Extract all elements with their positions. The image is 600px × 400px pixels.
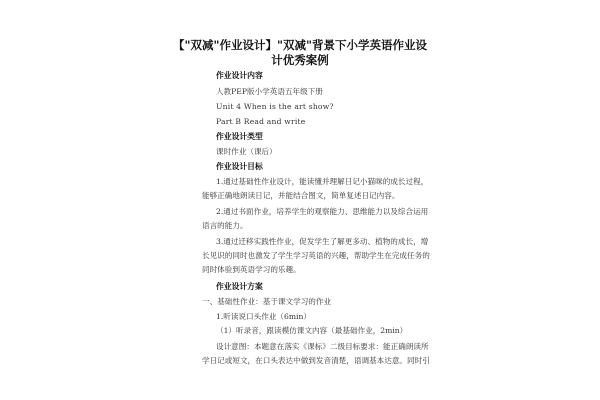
plan-line: 一、基础性作业：基于课文学习的作业: [202, 297, 332, 306]
document-title-line-2: 计优秀案例: [271, 53, 329, 67]
content-line: Part B Read and write: [216, 117, 306, 126]
goal-line: 3.通过迁移实践性作业，促发学生了解更多动、植物的成长，增: [216, 237, 429, 246]
plan-line: （1）听录音，跟读模仿课文内容（最基础作业，2min）: [216, 326, 408, 335]
content-line: Unit 4 When is the art show?: [216, 102, 334, 111]
type-value: 课时作业（课后）: [216, 147, 277, 156]
goal-line: 2.通过书面作业，培养学生的观察能力、思维能力以及综合运用: [216, 207, 429, 216]
document-title-line-1: 【"双减"作业设计】"双减"背景下小学英语作业设: [173, 38, 427, 52]
goal-line: 能够正确地朗读日记，并能结合图文，简单复述日记内容。: [202, 191, 400, 200]
content-line: 人教PEP版小学英语五年级下册: [216, 87, 323, 96]
goal-line: 语言的能力。: [202, 221, 248, 230]
plan-heading: 作业设计方案: [216, 282, 263, 291]
goal-heading: 作业设计目标: [216, 162, 263, 171]
plan-line: 设计意图：本题意在落实《课标》二级目标要求：能正确朗读所: [216, 342, 429, 351]
goal-line: 长见识的同时也激发了学生学习英语的兴趣，帮助学生在完成任务的: [202, 251, 430, 260]
content-heading: 作业设计内容: [216, 71, 263, 80]
plan-line: 1.听读说口头作业（6min）: [216, 312, 311, 321]
type-heading: 作业设计类型: [216, 132, 263, 141]
plan-line: 学日记或短文，在口头表达中做到发音清楚，语调基本达意。同时引: [202, 356, 430, 365]
goal-line: 1.通过基础性作业设计，能读懂并理解日记小猫咪的成长过程，: [216, 177, 429, 186]
goal-line: 同时体验到英语学习的乐趣。: [202, 265, 301, 274]
